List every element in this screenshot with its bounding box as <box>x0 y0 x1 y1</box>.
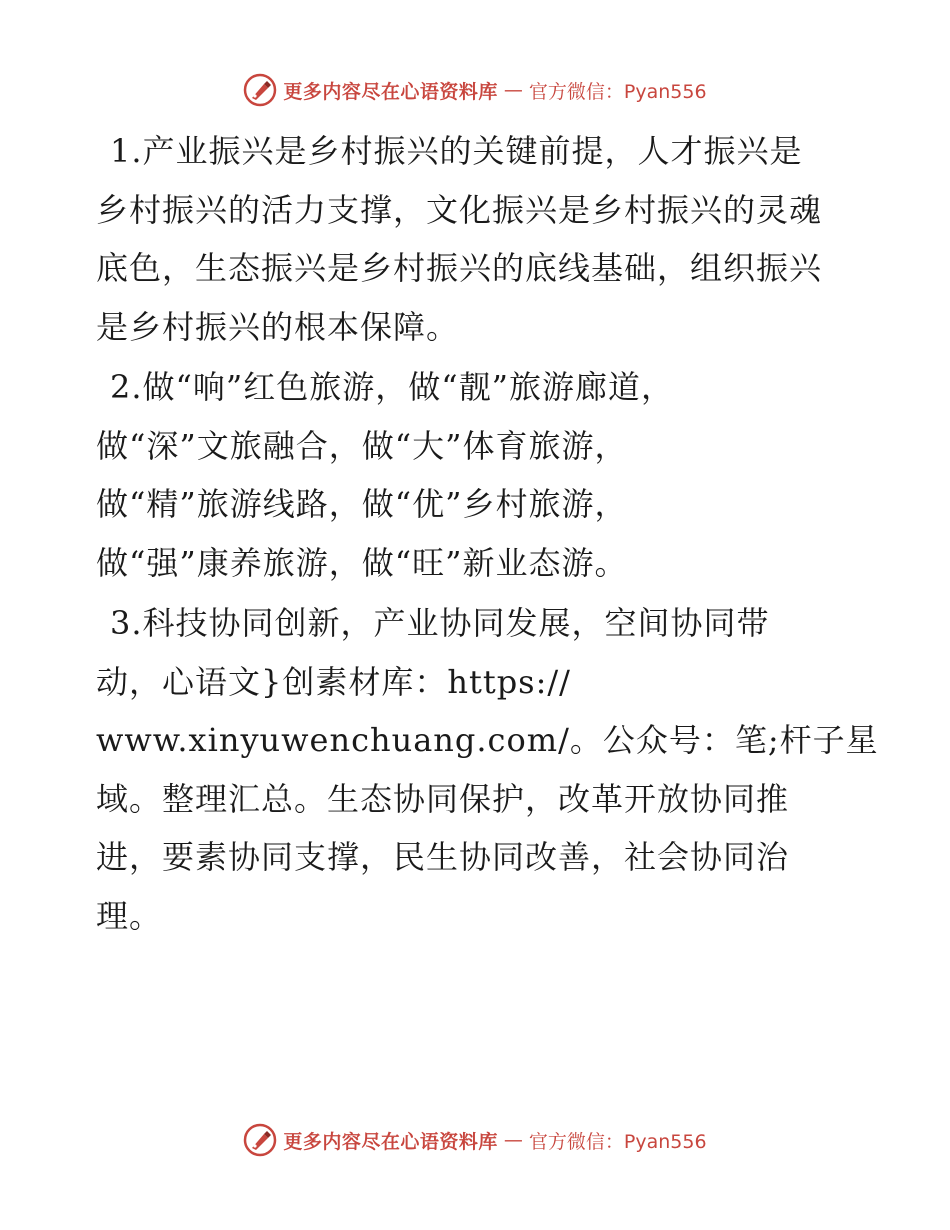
footer-banner <box>0 1120 950 1160</box>
text-line: 底色，生态振兴是乡村振兴的底线基础，组织振兴 <box>96 249 823 287</box>
header-banner <box>0 70 950 110</box>
text-line: 域。整理汇总。生态协同保护，改革开放协同推 <box>96 779 790 818</box>
text-line: 做“强”康养旅游，做“旺”新业态游。 <box>96 543 628 582</box>
text-line: 乡村振兴的活力支撑，文化振兴是乡村振兴的灵魂 <box>96 190 823 229</box>
document-body <box>96 122 879 947</box>
pen-nib-logo-icon <box>243 1123 277 1157</box>
paragraph-3 <box>96 594 879 945</box>
text-line: www.xinyuwenchuang.com/。公众号：笔;杆子星 <box>96 721 879 759</box>
banner-title: 更多内容尽在心语资料库 <box>283 80 498 103</box>
banner-title: 更多内容尽在心语资料库 <box>283 1130 498 1153</box>
pen-nib-logo-icon <box>243 73 277 107</box>
text-line: 理。 <box>96 896 163 935</box>
banner-separator: — <box>503 79 523 101</box>
text-line: 1.产业振兴是乡村振兴的关键前提，人才振兴是 <box>110 132 803 170</box>
text-line: 3.科技协同创新，产业协同发展，空间协同带 <box>110 604 770 642</box>
paragraph-1 <box>96 122 856 356</box>
banner-subtitle: 官方微信：Pyan556 <box>528 1130 707 1153</box>
banner-subtitle: 官方微信：Pyan556 <box>528 80 707 103</box>
text-line: 动，心语文}创素材库：https:// <box>96 662 571 701</box>
paragraph-2 <box>96 358 856 592</box>
text-line: 是乡村振兴的根本保障。 <box>96 307 460 346</box>
text-line: 进，要素协同支撑，民生协同改善，社会协同治 <box>96 838 790 876</box>
text-line: 2.做“响”红色旅游，做“靓”旅游廊道， <box>110 368 674 406</box>
banner-separator: — <box>503 1129 523 1151</box>
text-line: 做“精”旅游线路，做“优”乡村旅游， <box>96 485 628 523</box>
text-line: 做“深”文旅融合，做“大”体育旅游， <box>96 426 628 465</box>
